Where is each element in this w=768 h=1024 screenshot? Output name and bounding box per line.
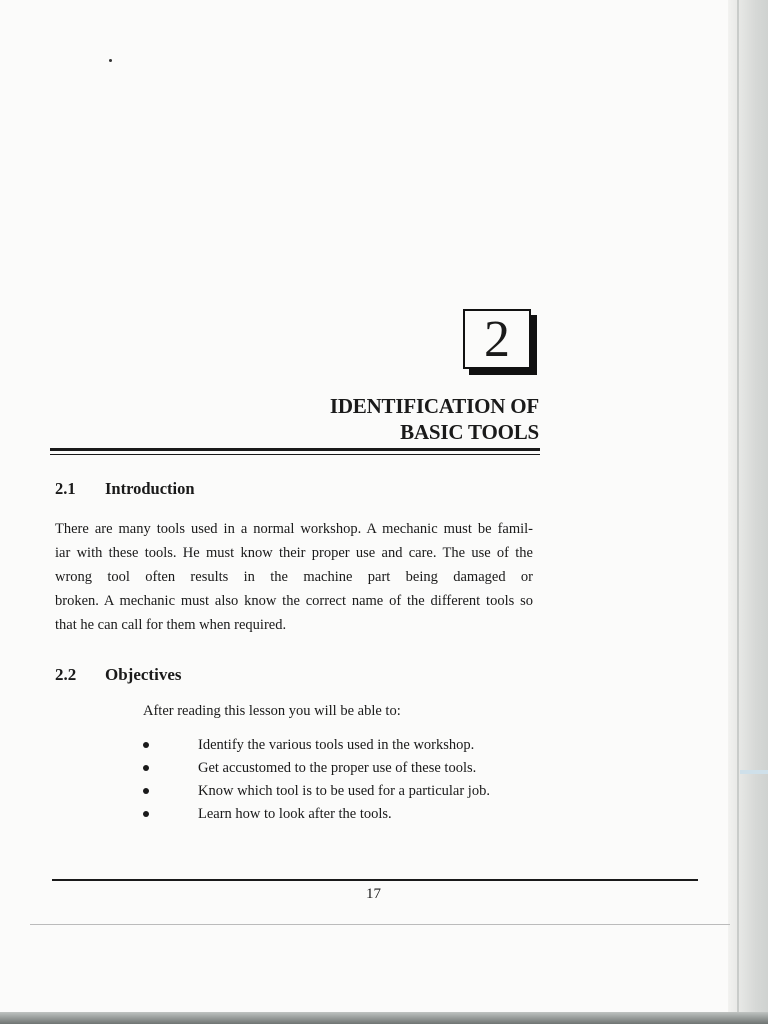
scan-edge-shadow [728, 0, 768, 1024]
paragraph-line: wrong tool often results in the machine part being damaged or [55, 569, 533, 585]
scan-bottom-edge [0, 1012, 768, 1024]
chapter-title-line-2: BASIC TOOLS [400, 420, 539, 444]
chapter-title [330, 393, 539, 445]
title-rule-thin [50, 454, 540, 455]
list-item-text: Identify the various tools used in the workshop. [198, 737, 475, 753]
bullet-icon [143, 788, 149, 794]
list-item-text: Learn how to look after the tools. [198, 806, 392, 822]
footer-rule [52, 879, 698, 881]
objectives-lead: After reading this lesson you will be able to: [143, 703, 401, 719]
section-title: Introduction [105, 479, 195, 498]
introduction-paragraph [55, 517, 533, 637]
section-heading-introduction [55, 479, 195, 499]
paragraph-line: There are many tools used in a normal workshop. A mechanic must be famil- [55, 521, 533, 537]
chapter-number-box [463, 309, 531, 369]
section-number: 2.2 [55, 665, 77, 684]
scan-speck [109, 59, 112, 62]
list-item-text: Get accustomed to the proper use of these tools. [198, 760, 477, 776]
list-item-text: Know which tool is to be used for a particular job. [198, 783, 490, 799]
section-title: Objectives [105, 665, 182, 684]
paragraph-line: iar with these tools. He must know their proper use and care. The use of the [55, 545, 533, 561]
scan-edge-mark [740, 770, 768, 774]
paragraph-line: broken. A mechanic must also know the correct name of the different tools so [55, 593, 533, 609]
chapter-number: 2 [484, 311, 510, 368]
bullet-icon [143, 811, 149, 817]
bullet-icon [143, 765, 149, 771]
scan-bottom-line [30, 924, 730, 925]
paragraph-line: that he can call for them when required. [55, 617, 287, 633]
chapter-title-line-1: IDENTIFICATION OF [329, 394, 539, 418]
scan-edge-line [737, 0, 739, 1024]
title-rule-thick [50, 448, 540, 451]
page-number: 17 [366, 886, 381, 902]
bullet-icon [143, 742, 149, 748]
section-heading-objectives [55, 665, 181, 685]
section-number: 2.1 [55, 479, 76, 498]
